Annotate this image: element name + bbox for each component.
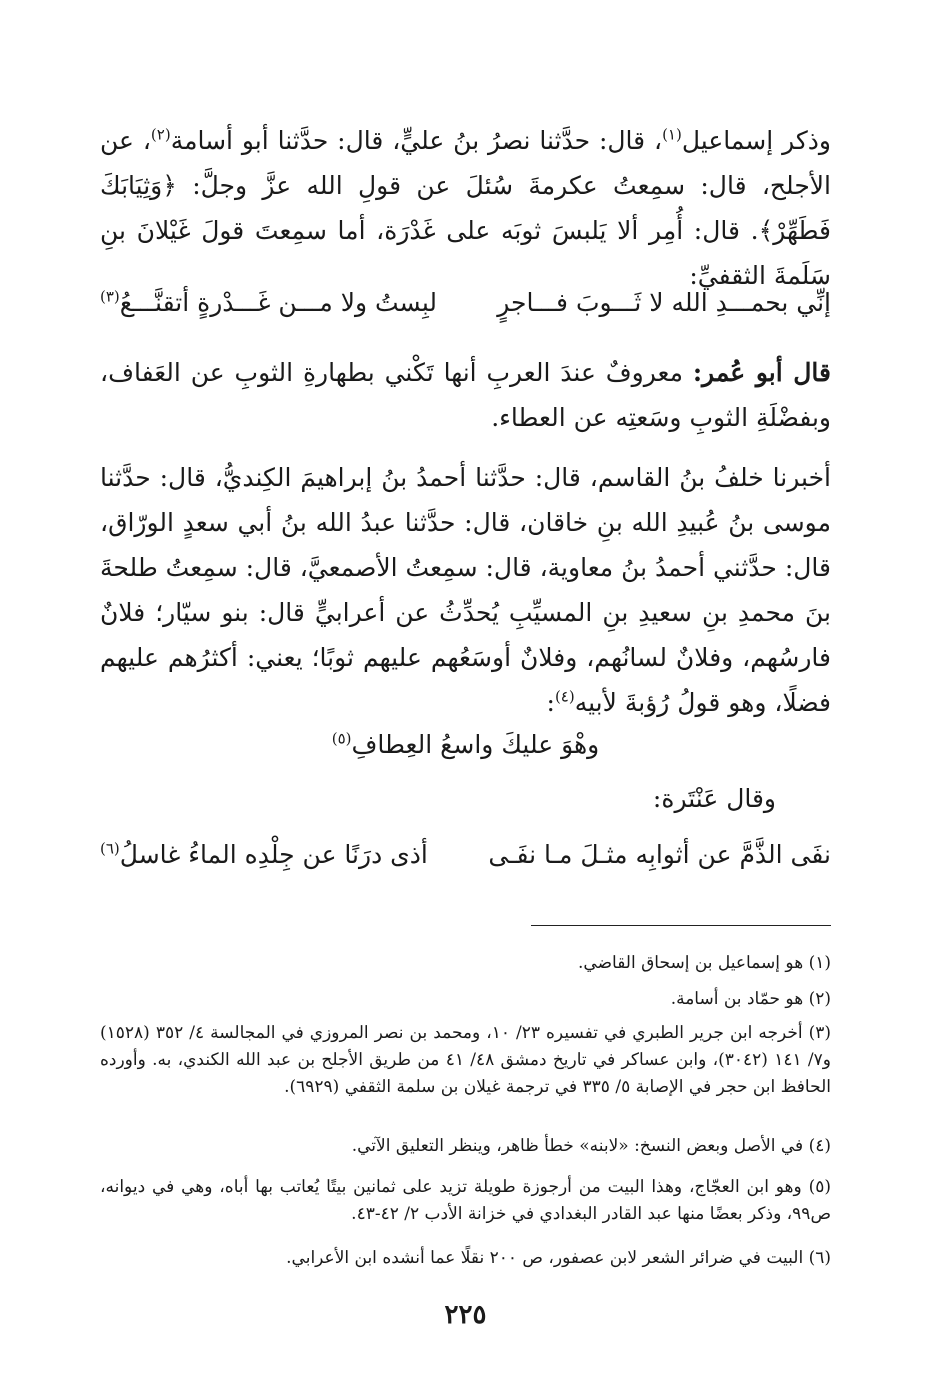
verse-ruba [100,722,831,767]
verse-first-hemistich: إنِّي بحمـــدِ الله لا ثَـــوبَ فـــاجرٍ [497,288,831,317]
footnote-ref-6: (٦) [100,839,120,858]
paragraph-text: أخبرنا خلفُ بنُ القاسم، قال: حدَّثنا أحمدُ بنُ إبراهيمَ الكِنديُّ، قال: حدَّثنا موسى بنُ عُبيدِ الله بنِ خاقان، قال: حدَّثنا عبدُ الله بنُ أبي سعدٍ الورّاق، قال: حدَّثني أحمدُ بنُ معاوية، قال: سمِعتُ الأصمعيَّ، قال: سمِعتُ طلحةَ بنَ محمدِ بنِ سعيدِ بنِ المسيِّبِ يُحدِّثُ عن أعرابيٍّ قال: بنو سيّار؛ فلانٌ فارسُهم، وفلانٌ لسانُهم، وفلانٌ أوسَعُهم عليهم ثوبًا؛ يعني: أكثرُهم عليهم فضلًا، وهو قولُ رُؤبةَ لأبيه [100,463,831,717]
verse-antara [100,832,831,877]
paragraph-text: معروفٌ عندَ العربِ أنها تَكْني بطهارةِ الثوبِ عن العَفاف، وبفضْلَةِ الثوبِ وسَعتِه عن العطاء. [100,358,831,432]
paragraph-antara-intro [100,776,831,821]
verse-second-hemistich [100,832,428,877]
footnote-1: (١) هو إسماعيل بن إسحاق القاضي. [578,953,831,973]
footnote-ref-5: (٥) [331,729,352,748]
verse-text: وهْوَ عليكَ واسعُ العِطافِ [351,730,600,759]
paragraph-isnad-ikrima [100,118,831,298]
paragraph-abu-umar [100,350,831,440]
verse-second-hemistich [100,280,437,325]
footnote-ref-4: (٤) [554,687,575,706]
footnote-separator [531,925,831,926]
paragraph-text: وذكر إسماعيل [681,126,831,155]
footnote-6: (٦) البيت في ضرائر الشعر لابن عصفور، ص ٢٠٠ نقلًا عما أنشده ابن الأعرابي. [286,1248,831,1268]
paragraph-text: : [546,688,555,717]
footnote-4: (٤) في الأصل وبعض النسخ: «لابنه» خطأ ظاهر، وينظر التعليق الآتي. [351,1136,831,1156]
footnote-ref-1: (١) [662,125,682,144]
paragraph-text: ، عن الأجلح، قال: سمِعتُ عكرمةَ سُئلَ عن قولِ الله عزَّ وجلَّ: ﴿وَثِيَابَكَ فَطَهِّرْ﴾. قال: أُمِر ألا يَلبسَ ثوبَه على غَدْرَة، أما سمِعتَ قولَ غَيْلانَ بنِ سَلَمةَ الثقفيِّ: [100,126,831,290]
verse-text: لبِستُ ولا مـــن غَـــدْرةٍ أتقنَّـــعُ [119,288,438,317]
author-label: قال أبو عُمر: [692,358,831,387]
footnote-3: (٣) أخرجه ابن جرير الطبري في تفسيره ٢٣/ ١٠، ومحمد بن نصر المروزي في المجالسة ٤/ ٣٥٢ (١٥٢٨) و٧/ ١٤١ (٣٠٤٢)، وابن عساكر في تاريخ دمشق ٤٨/ ٤١ من طريق الأجلح بن عبد الله الكندي، به. وأورده الحافظ ابن حجر في الإصابة ٥/ ٣٣٥ في ترجمة غيلان بن سلمة الثقفي (٦٩٢٩). [100,1023,832,1097]
verse-ghaylan [100,280,831,325]
footnote-5: (٥) وهو ابن العجّاج، وهذا البيت من أرجوزة طويلة تزيد على ثمانين بيتًا يُعاتب بها أباه، وهي في ديوانه، ص٩٩، وذكر بعضًا منها عبد القادر البغدادي في خزانة الأدب ٢/ ٤٢-٤٣. [100,1177,831,1224]
footnote-ref-3: (٣) [100,287,120,306]
paragraph-isnad-asmai [100,455,831,725]
verse-text: أذى درَنًا عن جِلْدِه الماءُ غاسلُ [119,840,428,869]
footnote-2: (٢) هو حمّاد بن أسامة. [670,989,831,1009]
footnote-ref-2: (٢) [150,125,171,144]
verse-first-hemistich: نفَى الذَّمَّ عن أثوابِه مثـلَ مـا نفَـى [488,840,831,869]
page-number: ٢٢٥ [444,1300,487,1330]
paragraph-text: ، قال: حدَّثنا نصرُ بنُ عليٍّ، قال: حدَّثنا أبو أسامة [170,126,663,155]
paragraph-text: وقال عَنْتَرة: [652,784,776,813]
